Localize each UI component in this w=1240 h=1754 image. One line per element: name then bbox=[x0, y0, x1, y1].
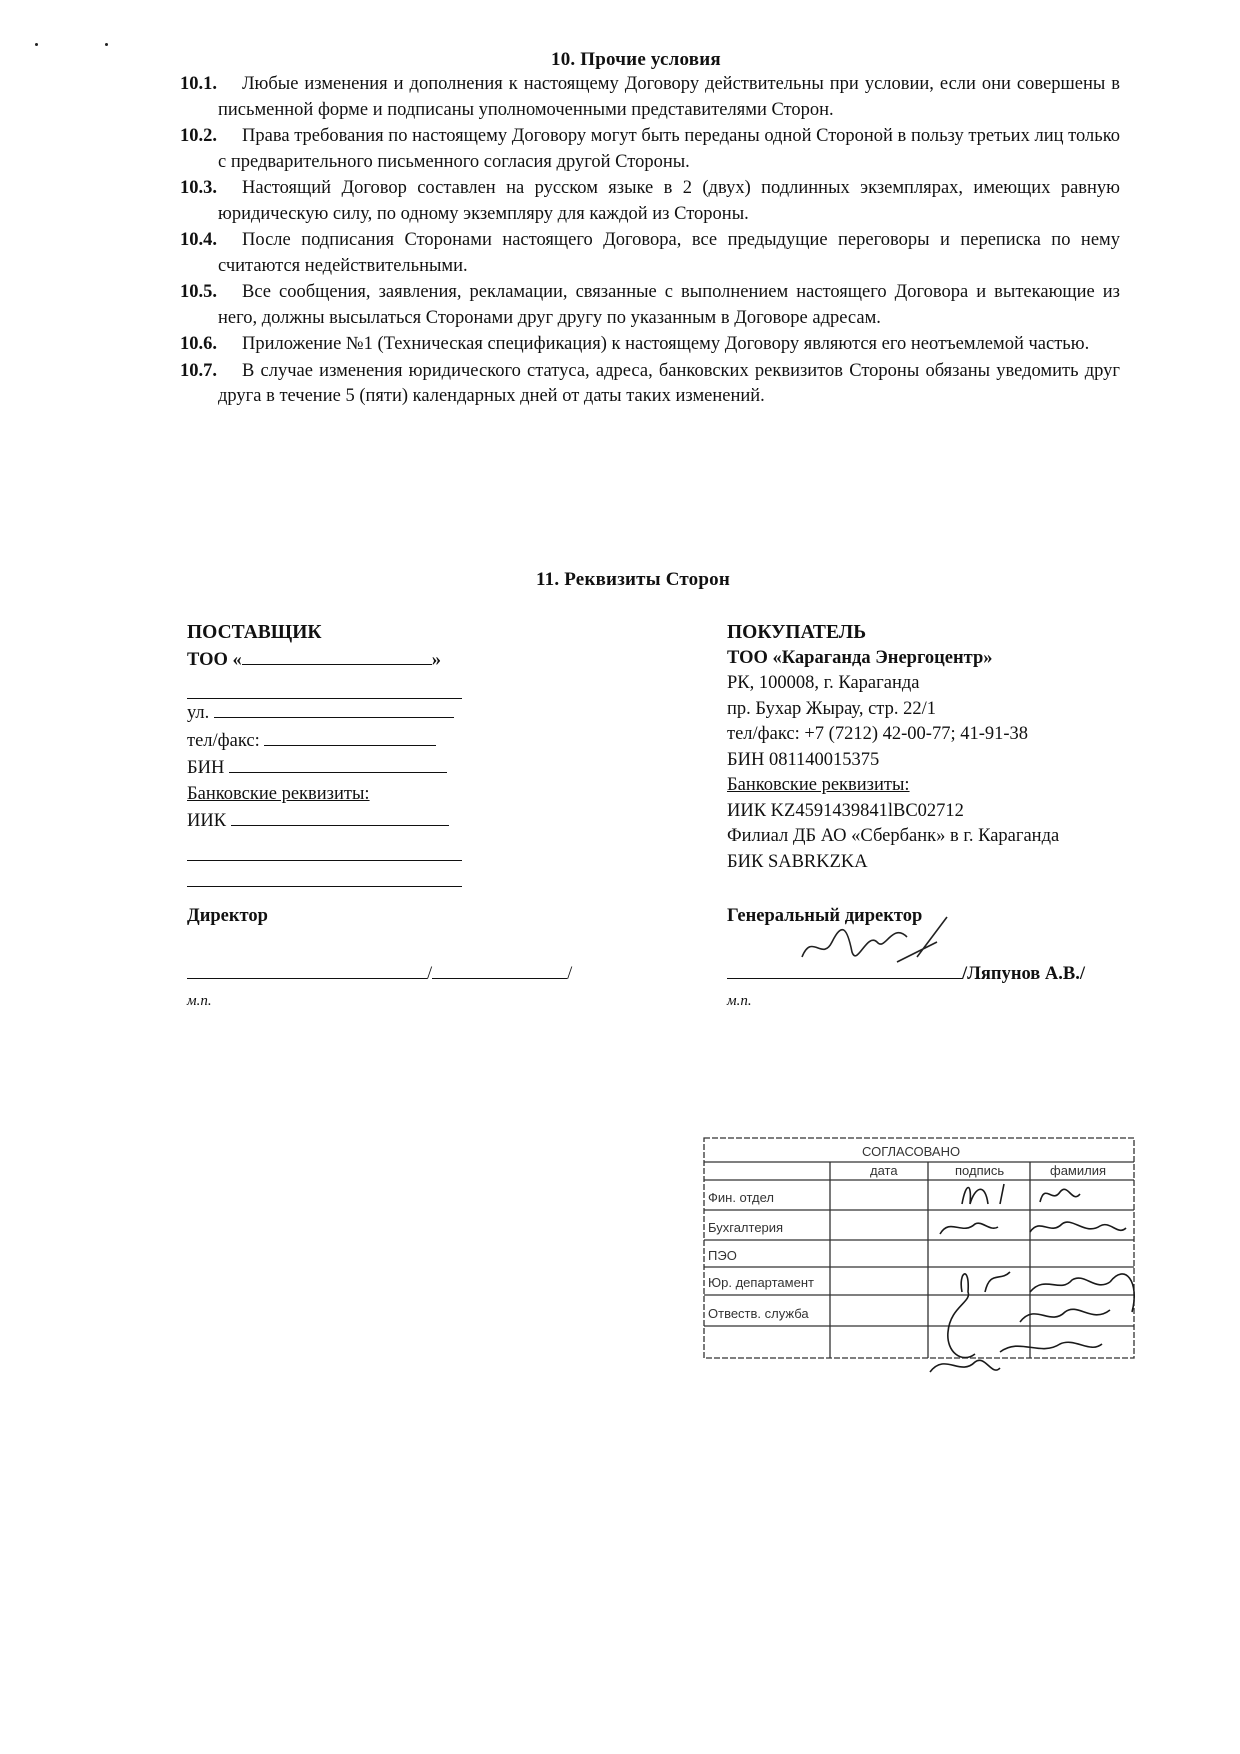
buyer-bank-label: Банковские реквизиты: bbox=[727, 775, 910, 795]
bin-blank[interactable] bbox=[229, 754, 447, 773]
clause-item bbox=[180, 228, 1120, 279]
stamp-col-signature: подпись bbox=[955, 1163, 1005, 1178]
supplier-bin-row bbox=[187, 754, 487, 782]
stamp-row-label: Бухгалтерия bbox=[708, 1220, 784, 1235]
clause-number: 10.4. bbox=[180, 230, 217, 250]
iik-blank[interactable] bbox=[231, 807, 449, 826]
clause-item bbox=[180, 176, 1120, 227]
clause-list bbox=[180, 72, 1120, 411]
supplier-phone-row bbox=[187, 727, 487, 755]
buyer-branch: Филиал ДБ АО «Сбербанк» в г. Караганда bbox=[727, 826, 1060, 846]
supplier-street-row bbox=[187, 699, 487, 727]
approval-stamp bbox=[700, 1132, 1140, 1392]
clause-text: В случае изменения юридического статуса, адреса, банковских реквизитов Стороны обязаны уведомить друг друга в течение 5 (пяти) календарных дней от даты таких изменений. bbox=[218, 360, 1120, 406]
buyer-address-2: пр. Бухар Жырау, стр. 22/1 bbox=[727, 698, 936, 719]
handwritten-signature bbox=[797, 912, 967, 982]
buyer-phone: тел/факс: +7 (7212) 42-00-77; 41-91-38 bbox=[727, 724, 1029, 744]
buyer-org: ТОО «Караганда Энергоцентр» bbox=[727, 647, 993, 668]
iik-label: ИИК bbox=[187, 811, 227, 831]
buyer-stamp-place: м.п. bbox=[727, 993, 752, 1009]
supplier-signature-line bbox=[187, 960, 572, 985]
buyer-bin: БИН 081140015375 bbox=[727, 749, 880, 770]
clause-number: 10.7. bbox=[180, 360, 217, 381]
clause-text: Настоящий Договор составлен на русском языке в 2 (двух) подлинных экземплярах, имеющих равную юридическую силу, по одному экземпляру для каждой из Стороны. bbox=[218, 178, 1120, 224]
supplier-iik-row bbox=[187, 807, 487, 835]
buyer-signature-blank bbox=[727, 960, 962, 979]
clause-number: 10.3. bbox=[180, 178, 217, 198]
buyer-iik: ИИК KZ4591439841lBC02712 bbox=[727, 800, 964, 821]
scan-speck bbox=[35, 43, 38, 46]
clause-item bbox=[180, 359, 1120, 410]
blank-line[interactable] bbox=[187, 861, 462, 887]
clause-number: 10.6. bbox=[180, 334, 217, 354]
supplier-org-blank[interactable] bbox=[242, 646, 432, 665]
section-10-title: 10. Прочие условия bbox=[551, 49, 721, 70]
supplier-position: Директор bbox=[187, 906, 268, 926]
buyer-bik: БИК SABRKZKA bbox=[727, 851, 868, 872]
buyer-position: Генеральный директор bbox=[727, 906, 923, 926]
buyer-address-1: РК, 100008, г. Караганда bbox=[727, 673, 920, 693]
clause-number: 10.2. bbox=[180, 126, 217, 146]
street-label: ул. bbox=[187, 703, 210, 723]
clause-text: После подписания Сторонами настоящего Договора, все предыдущие переговоры и переписка по нему считаются недействительными. bbox=[218, 230, 1120, 276]
scan-speck bbox=[105, 43, 108, 46]
stamp-row-label: ПЭО bbox=[708, 1248, 737, 1263]
stamp-col-surname: фамилия bbox=[1050, 1163, 1107, 1178]
supplier-org-suffix: » bbox=[431, 649, 442, 670]
supplier-details bbox=[187, 620, 487, 887]
supplier-bank-label: Банковские реквизиты: bbox=[187, 783, 370, 804]
street-blank[interactable] bbox=[214, 699, 454, 718]
clause-text: Любые изменения и дополнения к настоящему Договору действительны при условии, если они совершены в письменной форме и подписаны уполномоченными представителями Сторон. bbox=[218, 74, 1120, 120]
bin-label: БИН bbox=[187, 758, 225, 778]
buyer-signer-name: /Ляпунов А.В./ bbox=[962, 964, 1085, 984]
stamp-row-label: Фин. отдел bbox=[708, 1190, 774, 1205]
blank-line[interactable] bbox=[187, 835, 462, 861]
supplier-org-line bbox=[187, 646, 487, 674]
blank-line[interactable] bbox=[187, 673, 462, 699]
buyer-details bbox=[727, 620, 1197, 875]
stamp-title: СОГЛАСОВАНО bbox=[862, 1144, 961, 1159]
stamp-handwritten-signatures bbox=[930, 1184, 1134, 1372]
signature-separator: / bbox=[427, 964, 433, 984]
phone-label: тел/факс: bbox=[187, 730, 260, 751]
buyer-signature-line bbox=[727, 960, 1085, 985]
stamp-row-label: Отвеств. служба bbox=[708, 1306, 809, 1321]
name-blank[interactable] bbox=[432, 960, 567, 979]
clause-text: Права требования по настоящему Договору могут быть переданы одной Стороной в пользу третьих лиц только с предварительного письменного согласия другой Стороны. bbox=[218, 126, 1120, 172]
signature-blank[interactable] bbox=[187, 960, 427, 979]
clause-item bbox=[180, 72, 1120, 123]
supplier-heading: ПОСТАВЩИК bbox=[187, 622, 322, 643]
section-11-title: 11. Реквизиты Сторон bbox=[536, 569, 730, 590]
buyer-heading: ПОКУПАТЕЛЬ bbox=[727, 622, 867, 643]
phone-blank[interactable] bbox=[264, 727, 436, 746]
clause-item bbox=[180, 332, 1120, 358]
clause-item bbox=[180, 124, 1120, 175]
clause-item bbox=[180, 280, 1120, 331]
clause-text: Все сообщения, заявления, рекламации, связанные с выполнением настоящего Договора и вытекающие из него, должны высылаться Сторонами друг другу по указанным в Договоре адресам. bbox=[218, 282, 1120, 328]
stamp-row-label: Юр. департамент bbox=[708, 1275, 814, 1290]
signature-separator: / bbox=[567, 964, 573, 984]
clause-text: Приложение №1 (Техническая спецификация) к настоящему Договору являются его неотъемлемой частью. bbox=[242, 334, 1090, 354]
clause-number: 10.5. bbox=[180, 282, 217, 302]
stamp-col-date: дата bbox=[870, 1163, 898, 1178]
supplier-org-prefix: ТОО « bbox=[187, 649, 242, 670]
clause-number: 10.1. bbox=[180, 74, 217, 94]
supplier-stamp-place: м.п. bbox=[187, 993, 212, 1009]
